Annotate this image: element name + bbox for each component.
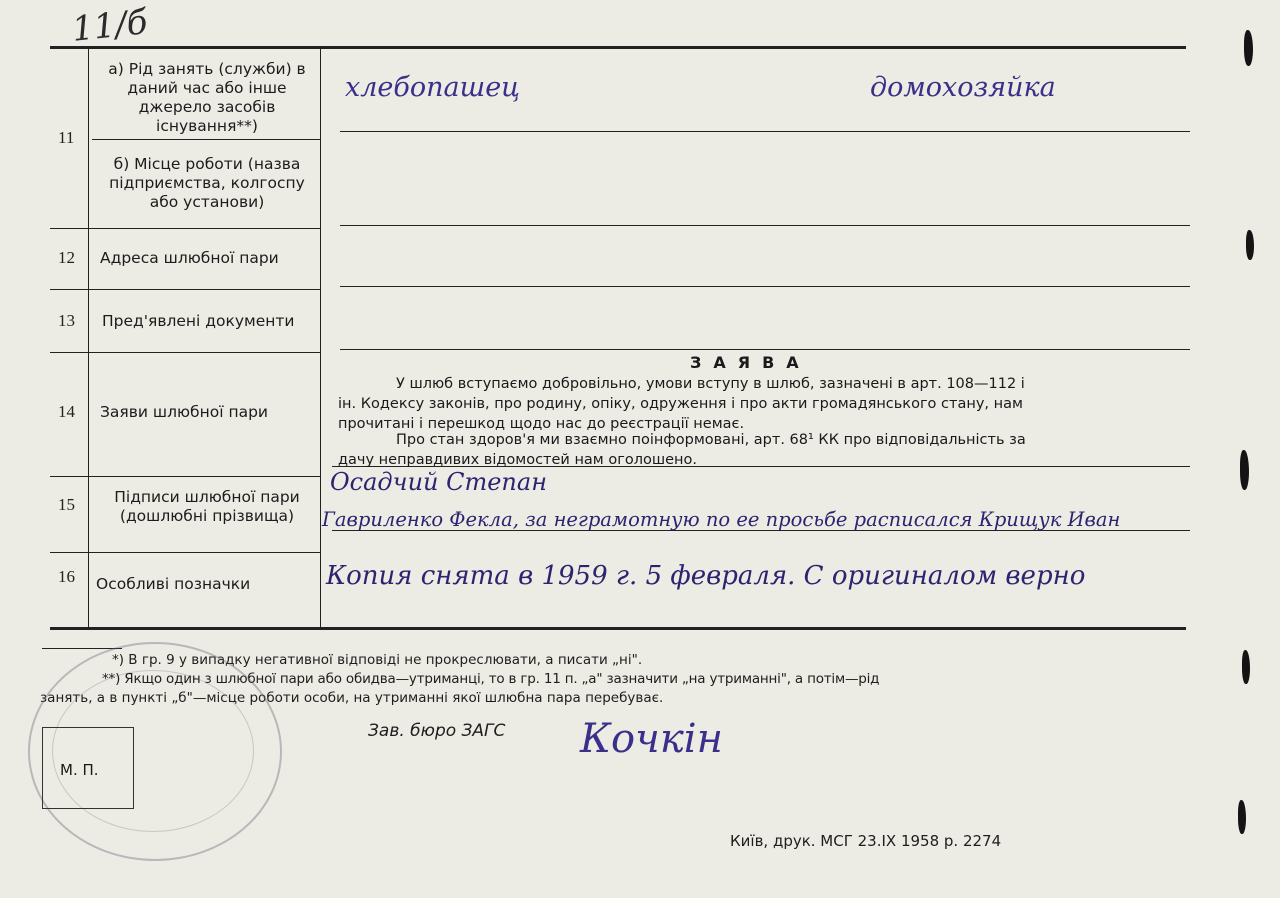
zaiava-line: прочитані і перешкод щодо нас до реєстрації немає. bbox=[338, 416, 745, 432]
table-col-divider bbox=[88, 48, 89, 628]
zaiava-line: дачу неправдивих відомостей нам оголошено. bbox=[338, 452, 698, 468]
special-notes-text: Копия снята в 1959 г. 5 февраля. С оригиналом верно bbox=[326, 561, 1086, 591]
content-line bbox=[340, 131, 1190, 132]
zaiava-title: ЗАЯВА bbox=[690, 353, 811, 372]
label-occupation: а) Рід занять (служби) в даний час або інше джерело засобів існування**) bbox=[108, 60, 306, 135]
registry-head-signature: Кочкін bbox=[580, 716, 723, 762]
row-divider bbox=[92, 139, 320, 140]
footnote-1: *) В гр. 9 у випадку негативної відповіді не прокреслювати, а писати „ні". bbox=[112, 652, 643, 668]
row-number: 16 bbox=[58, 567, 75, 586]
occupation-bride: домохозяйка bbox=[870, 72, 1056, 103]
row-number: 13 bbox=[58, 311, 75, 330]
content-line bbox=[340, 225, 1190, 226]
page-number: 11/б bbox=[70, 2, 150, 50]
footnote-2-line-1: **) Якщо один з шлюбної пари або обидва—утриманці, то в гр. 11 п. „а" зазначити „на утриманні", а потім—рід bbox=[102, 671, 880, 687]
row-divider bbox=[50, 476, 320, 477]
label-signatures: Підписи шлюбної пари (дошлюбні прізвища) bbox=[114, 488, 300, 525]
printer-imprint: Київ, друк. МСГ 23.IX 1958 р. 2274 bbox=[730, 832, 1002, 850]
binding-mark bbox=[1246, 230, 1254, 260]
row-divider bbox=[50, 552, 320, 553]
row-divider bbox=[50, 352, 320, 353]
row-number: 14 bbox=[58, 402, 75, 421]
signature-bride: Гавриленко Фекла, за неграмотную по ее просьбе расписался Крищук Иван bbox=[322, 508, 1121, 531]
row-divider bbox=[50, 228, 320, 229]
table-bottom-border bbox=[50, 627, 1186, 630]
signature-groom: Осадчий Степан bbox=[330, 468, 548, 496]
row-divider bbox=[50, 289, 320, 290]
content-line bbox=[340, 349, 1190, 350]
stamp-place-label: М. П. bbox=[60, 761, 99, 779]
content-line bbox=[340, 286, 1190, 287]
footnote-2-line-2: занять, а в пункті „б"—місце роботи особи, на утриманні якої шлюбна пара перебуває. bbox=[40, 690, 664, 706]
binding-mark bbox=[1238, 800, 1246, 834]
table-top-border bbox=[50, 46, 1186, 49]
row-number: 12 bbox=[58, 248, 75, 267]
binding-mark bbox=[1242, 650, 1250, 684]
binding-mark bbox=[1244, 30, 1253, 66]
binding-mark bbox=[1240, 450, 1249, 490]
table-col-divider bbox=[320, 48, 321, 628]
label-statements: Заяви шлюбної пари bbox=[100, 403, 268, 421]
label-address: Адреса шлюбної пари bbox=[100, 249, 279, 267]
zaiava-line: Про стан здоров'я ми взаємно поінформовані, арт. 68¹ КК про відповідальність за bbox=[396, 432, 1026, 448]
label-special-notes: Особливі позначки bbox=[96, 575, 251, 593]
occupation-groom: хлебопашец bbox=[345, 72, 521, 103]
registry-head-title: Зав. бюро ЗАГС bbox=[368, 721, 506, 741]
zaiava-line: ін. Кодексу законів, про родину, опіку, одруження і про акти громадянського стану, нам bbox=[338, 396, 1023, 412]
label-workplace: б) Місце роботи (назва підприємства, колгоспу або установи) bbox=[109, 155, 305, 211]
row-number: 15 bbox=[58, 495, 75, 514]
row-number: 11 bbox=[58, 128, 75, 147]
zaiava-line: У шлюб вступаємо добровільно, умови вступу в шлюб, зазначені в арт. 108—112 і bbox=[396, 376, 1025, 392]
label-documents: Пред'явлені документи bbox=[102, 312, 295, 330]
